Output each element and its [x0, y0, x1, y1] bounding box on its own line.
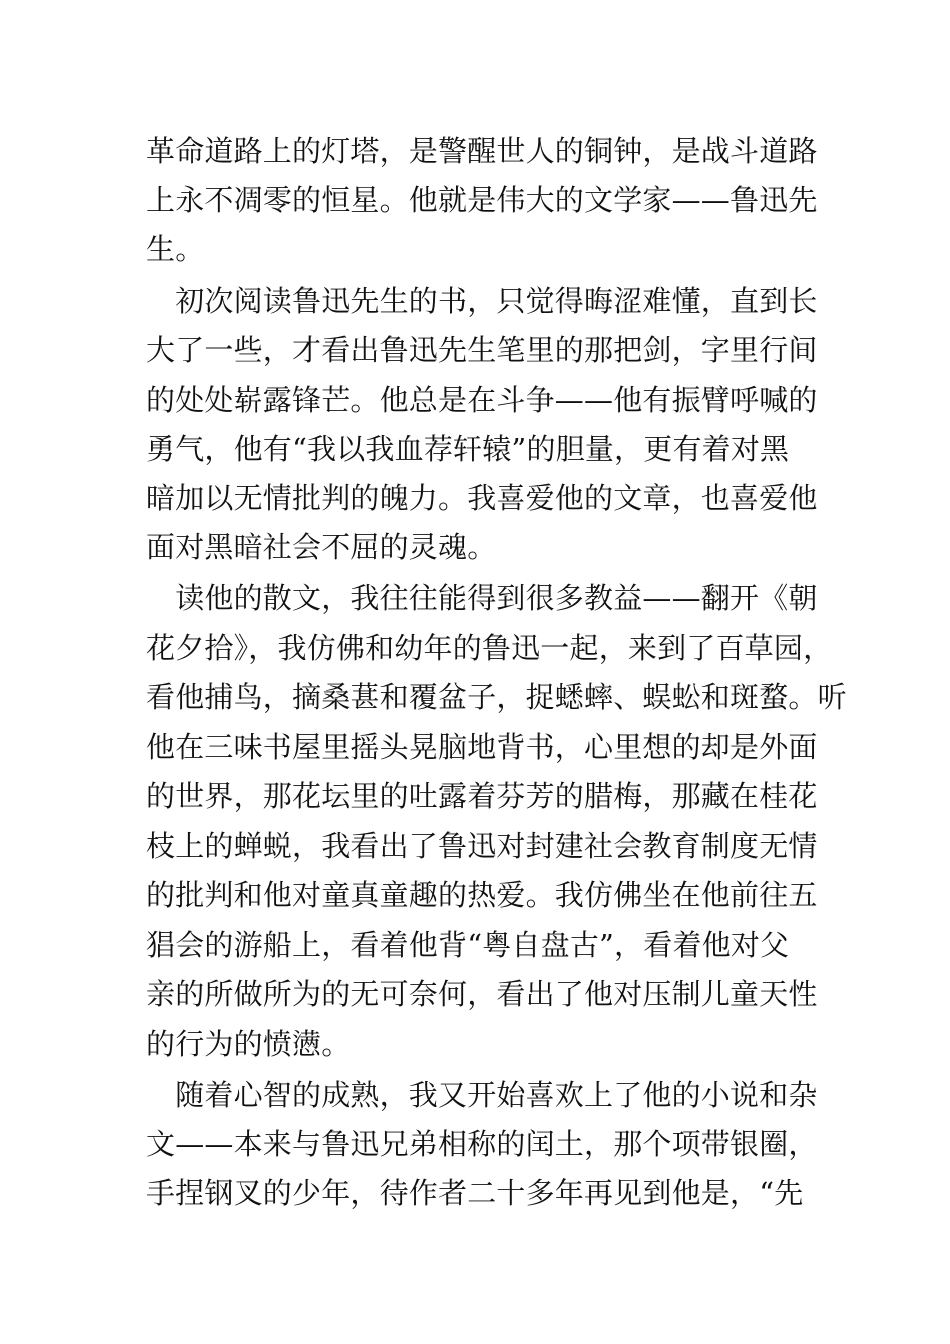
text-line: 初次阅读鲁迅先生的书，只觉得晦涩难懂，直到长 — [146, 284, 818, 318]
text-line: 的行为的愤懑。 — [146, 1027, 351, 1061]
text-line: 随着心智的成熟，我又开始喜欢上了他的小说和杂 — [146, 1078, 818, 1112]
text-line: 生。 — [146, 232, 205, 266]
text-line: 读他的散文，我往往能得到很多教益——翻开《朝 — [146, 581, 818, 615]
text-line: 革命道路上的灯塔，是警醒世人的铜钟，是战斗道路 — [146, 134, 818, 168]
text-line: 上永不凋零的恒星。他就是伟大的文学家——鲁迅先 — [146, 183, 818, 217]
text-line: 勇气，他有“我以我血荐轩辕”的胆量，更有着对黑 — [146, 432, 790, 466]
text-line: 枝上的蝉蜕，我看出了鲁迅对封建社会教育制度无情 — [146, 829, 818, 863]
text-line: 他在三味书屋里摇头晃脑地背书，心里想的却是外面 — [146, 730, 818, 764]
text-line: 猖会的游船上，看着他背“粤自盘古”，看着他对父 — [146, 928, 790, 962]
text-line: 的世界，那花坛里的吐露着芬芳的腊梅，那藏在桂花 — [146, 779, 818, 813]
text-line: 的批判和他对童真童趣的热爱。我仿佛坐在他前往五 — [146, 878, 818, 912]
text-line: 花夕拾》，我仿佛和幼年的鲁迅一起，来到了百草园， — [146, 631, 833, 665]
text-line: 亲的所做所为的无可奈何，看出了他对压制儿童天性 — [146, 977, 818, 1011]
text-line: 的处处崭露锋芒。他总是在斗争——他有振臂呼喊的 — [146, 383, 818, 417]
text-line: 面对黑暗社会不屈的灵魂。 — [146, 530, 497, 564]
text-line: 暗加以无情批判的魄力。我喜爱他的文章，也喜爱他 — [146, 481, 818, 515]
text-line: 看他捕鸟，摘桑葚和覆盆子，捉蟋蟀、蜈蚣和斑蝥。听 — [146, 680, 847, 714]
text-line: 文——本来与鲁迅兄弟相称的闰土，那个项带银圈， — [146, 1127, 818, 1161]
text-line: 手捏钢叉的少年，待作者二十多年再见到他是，“先 — [146, 1176, 804, 1210]
text-line: 大了一些，才看出鲁迅先生笔里的那把剑，字里行间 — [146, 333, 818, 367]
